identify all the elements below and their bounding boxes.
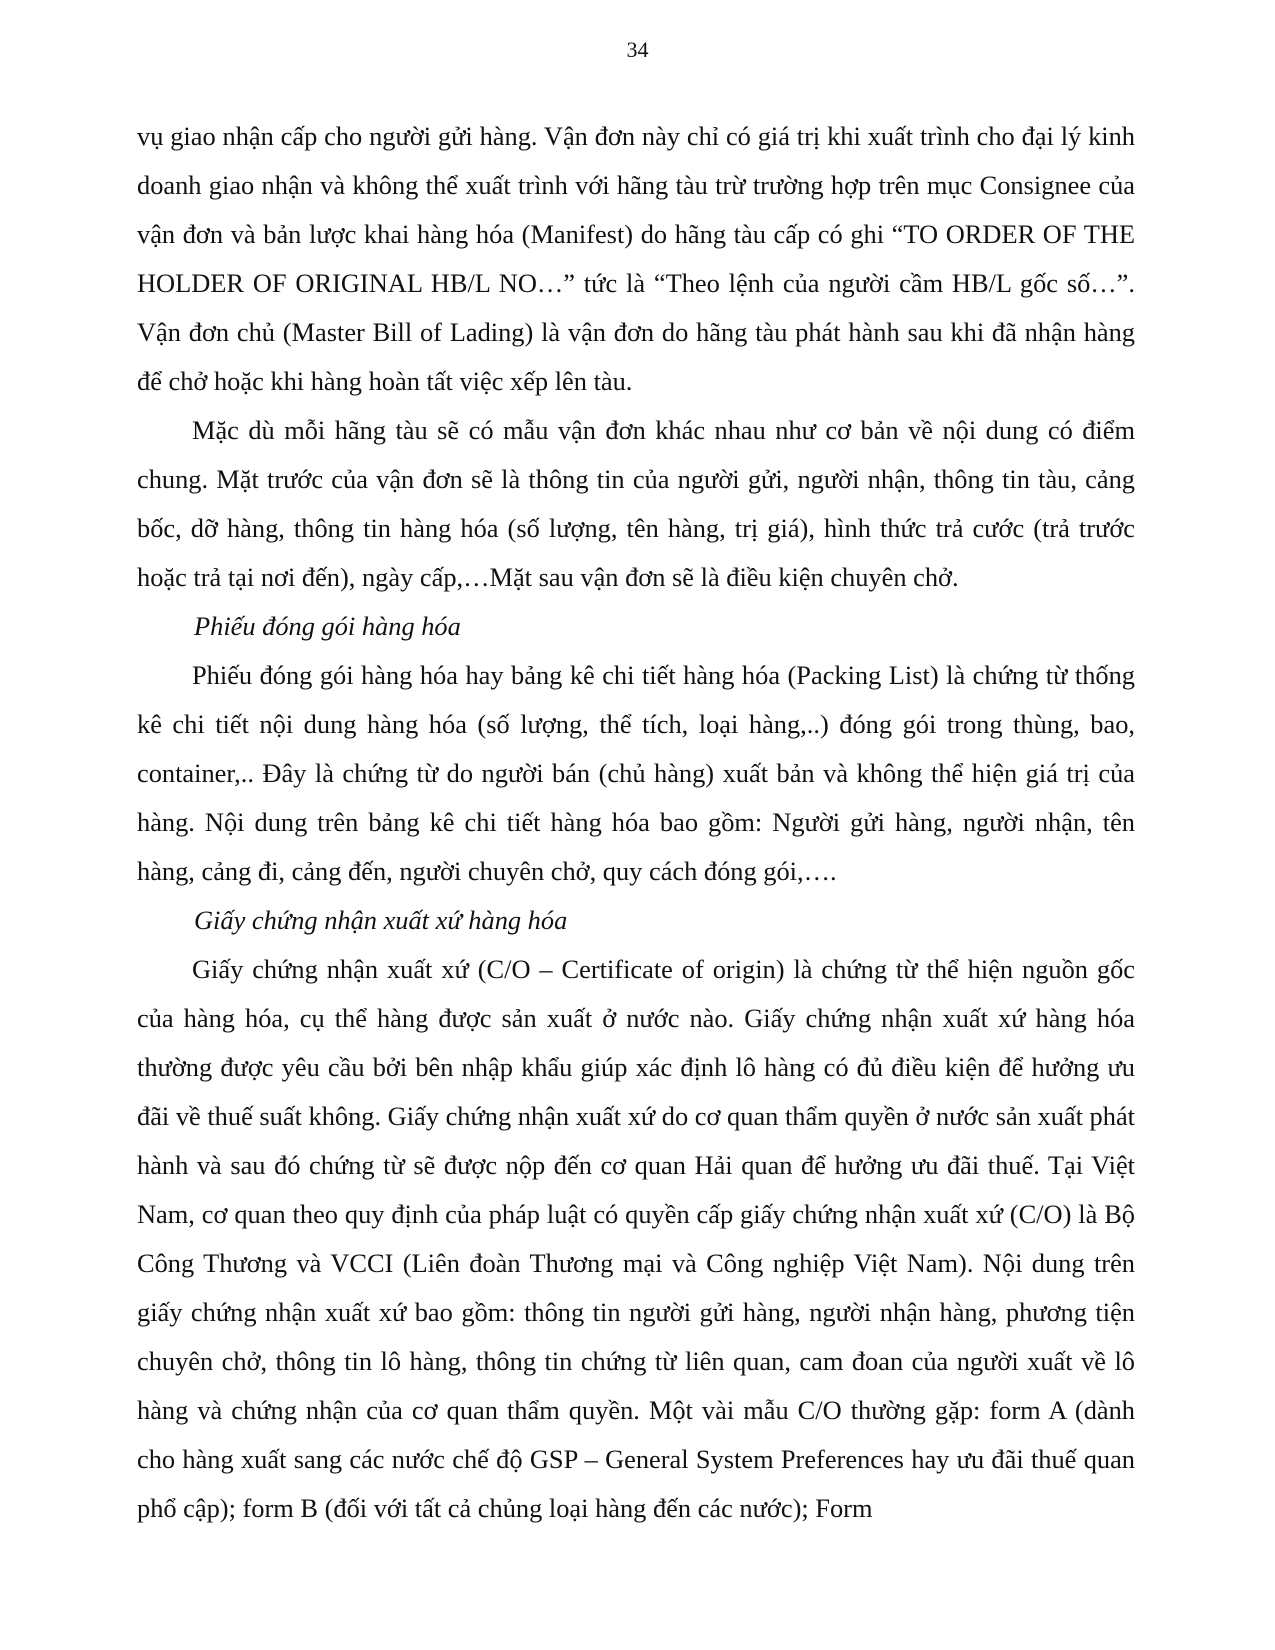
paragraph-packing-list: Phiếu đóng gói hàng hóa hay bảng kê chi tiết hàng hóa (Packing List) là chứng từ thống kê chi tiết nội dung hàng hóa (số lượng, thể tích, loại hàng,..) đóng gói trong thùng, bao, container,.. Đây là chứng từ do người bán (chủ hàng) xuất bản và không thể hiện giá trị của hàng. Nội dung trên bảng kê chi tiết hàng hóa bao gồm: Người gửi hàng, người nhận, tên hàng, cảng đi, cảng đến, người chuyên chở, quy cách đóng gói,…. (137, 660, 1135, 886)
paragraph-bill-of-lading-contents: Mặc dù mỗi hãng tàu sẽ có mẫu vận đơn khác nhau như cơ bản về nội dung có điểm chung. Mặt trước của vận đơn sẽ là thông tin của người gửi, người nhận, thông tin tàu, cảng bốc, dỡ hàng, thông tin hàng hóa (số lượng, tên hàng, trị giá), hình thức trả cước (trả trước hoặc trả tại nơi đến), ngày cấp,…Mặt sau vận đơn sẽ là điều kiện chuyên chở. (137, 415, 1135, 592)
page-number: 34 (626, 37, 649, 62)
paragraph-certificate-of-origin: Giấy chứng nhận xuất xứ (C/O – Certificate of origin) là chứng từ thể hiện nguồn gốc của hàng hóa, cụ thể hàng được sản xuất ở nước nào. Giấy chứng nhận xuất xứ hàng hóa thường được yêu cầu bởi bên nhập khẩu giúp xác định lô hàng có đủ điều kiện để hưởng ưu đãi về thuế suất không. Giấy chứng nhận xuất xứ do cơ quan thẩm quyền ở nước sản xuất phát hành và sau đó chứng từ sẽ được nộp đến cơ quan Hải quan để hưởng ưu đãi thuế. Tại Việt Nam, cơ quan theo quy định của pháp luật có quyền cấp giấy chứng nhận xuất xứ (C/O) là Bộ Công Thương và VCCI (Liên đoàn Thương mại và Công nghiệp Việt Nam). Nội dung trên giấy chứng nhận xuất xứ bao gồm: thông tin người gửi hàng, người nhận hàng, phương tiện chuyên chở, thông tin lô hàng, thông tin chứng từ liên quan, cam đoan của người xuất về lô hàng và chứng nhận của cơ quan thẩm quyền. Một vài mẫu C/O thường gặp: form A (dành cho hàng xuất sang các nước chế độ GSP – General System Preferences hay ưu đãi thuế quan phổ cập); form B (đối với tất cả chủng loại hàng đến các nước); Form (137, 954, 1135, 1523)
page-body (137, 112, 1135, 1533)
heading-packing-list: Phiếu đóng gói hàng hóa (194, 611, 461, 641)
heading-certificate-of-origin: Giấy chứng nhận xuất xứ hàng hóa (194, 905, 568, 935)
paragraph-bill-of-lading-continued: vụ giao nhận cấp cho người gửi hàng. Vận đơn này chỉ có giá trị khi xuất trình cho đại lý kinh doanh giao nhận và không thể xuất trình với hãng tàu trừ trường hợp trên mục Consignee của vận đơn và bản lược khai hàng hóa (Manifest) do hãng tàu cấp có ghi “TO ORDER OF THE HOLDER OF ORIGINAL HB/L NO…” tức là “Theo lệnh của người cầm HB/L gốc số…”. Vận đơn chủ (Master Bill of Lading) là vận đơn do hãng tàu phát hành sau khi đã nhận hàng để chở hoặc khi hàng hoàn tất việc xếp lên tàu. (137, 121, 1135, 396)
